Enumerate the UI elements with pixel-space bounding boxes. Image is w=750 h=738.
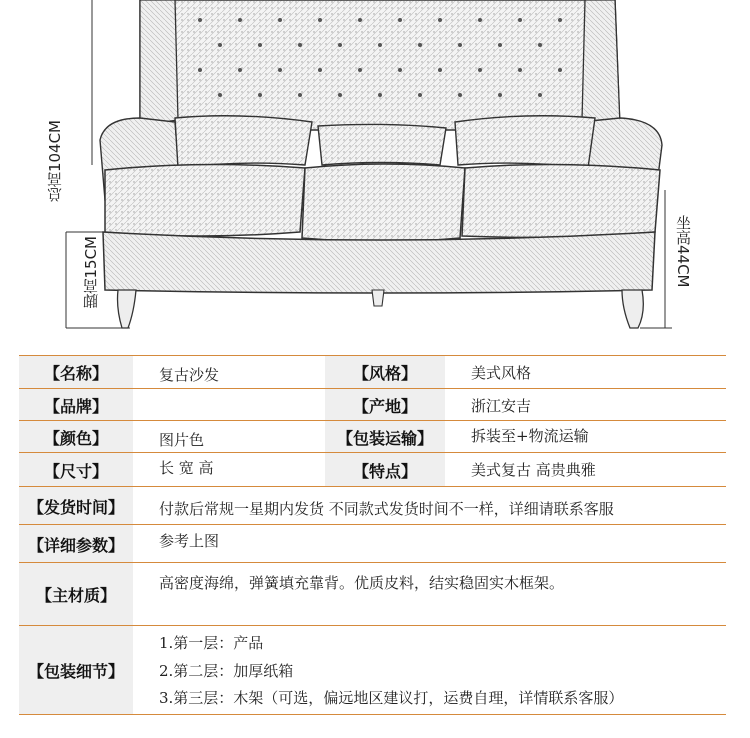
seat-height-label: 坐高44CM (674, 215, 692, 288)
shipping-label: 【包装运输】 (325, 421, 445, 453)
params-label: 【详细参数】 (19, 525, 133, 563)
spec-row-material (19, 563, 726, 626)
params-value: 参考上图 (159, 532, 220, 550)
spec-row-delivery (19, 487, 726, 525)
spec-table (19, 355, 726, 707)
packing-item: 2.第二层：加厚纸箱 (159, 662, 294, 680)
spec-row-name-style (19, 356, 726, 389)
packing-label: 【包装细节】 (19, 626, 133, 715)
spec-row-color-shipping (19, 421, 726, 453)
leg-height-label: 脚高15CM (82, 236, 100, 309)
spec-row-brand-origin (19, 389, 726, 421)
shipping-value: 拆装至+物流运输 (471, 427, 589, 445)
spec-row-packing (19, 626, 726, 715)
brand-label: 【品牌】 (19, 389, 133, 421)
total-height-label: 总高104CM (46, 120, 64, 203)
style-value: 美式风格 (471, 364, 532, 382)
feature-label: 【特点】 (325, 453, 445, 487)
material-value: 高密度海绵，弹簧填充靠背。优质皮料，结实稳固实木框架。 (159, 574, 565, 592)
origin-value: 浙江安吉 (471, 397, 532, 415)
name-value: 复古沙发 (159, 366, 220, 384)
material-label: 【主材质】 (19, 563, 133, 626)
packing-item: 3.第三层：木架（可选，偏远地区建议打，运费自理，详情联系客服） (159, 689, 624, 707)
delivery-value: 付款后常规一星期内发货 不同款式发货时间不一样，详细请联系客服 (159, 500, 614, 518)
style-label: 【风格】 (325, 356, 445, 389)
packing-item: 1.第一层：产品 (159, 634, 264, 652)
size-value: 长 宽 高 (159, 459, 214, 477)
row-divider (19, 714, 726, 715)
feature-value: 美式复古 高贵典雅 (471, 461, 596, 479)
spec-row-params (19, 525, 726, 563)
name-label: 【名称】 (19, 356, 133, 389)
color-label: 【颜色】 (19, 421, 133, 453)
sofa-drawing (0, 0, 750, 340)
sofa-sketch (0, 0, 750, 340)
origin-label: 【产地】 (325, 389, 445, 421)
delivery-label: 【发货时间】 (19, 487, 133, 525)
spec-row-size-feature (19, 453, 726, 487)
color-value: 图片色 (159, 431, 205, 449)
size-label: 【尺寸】 (19, 453, 133, 487)
